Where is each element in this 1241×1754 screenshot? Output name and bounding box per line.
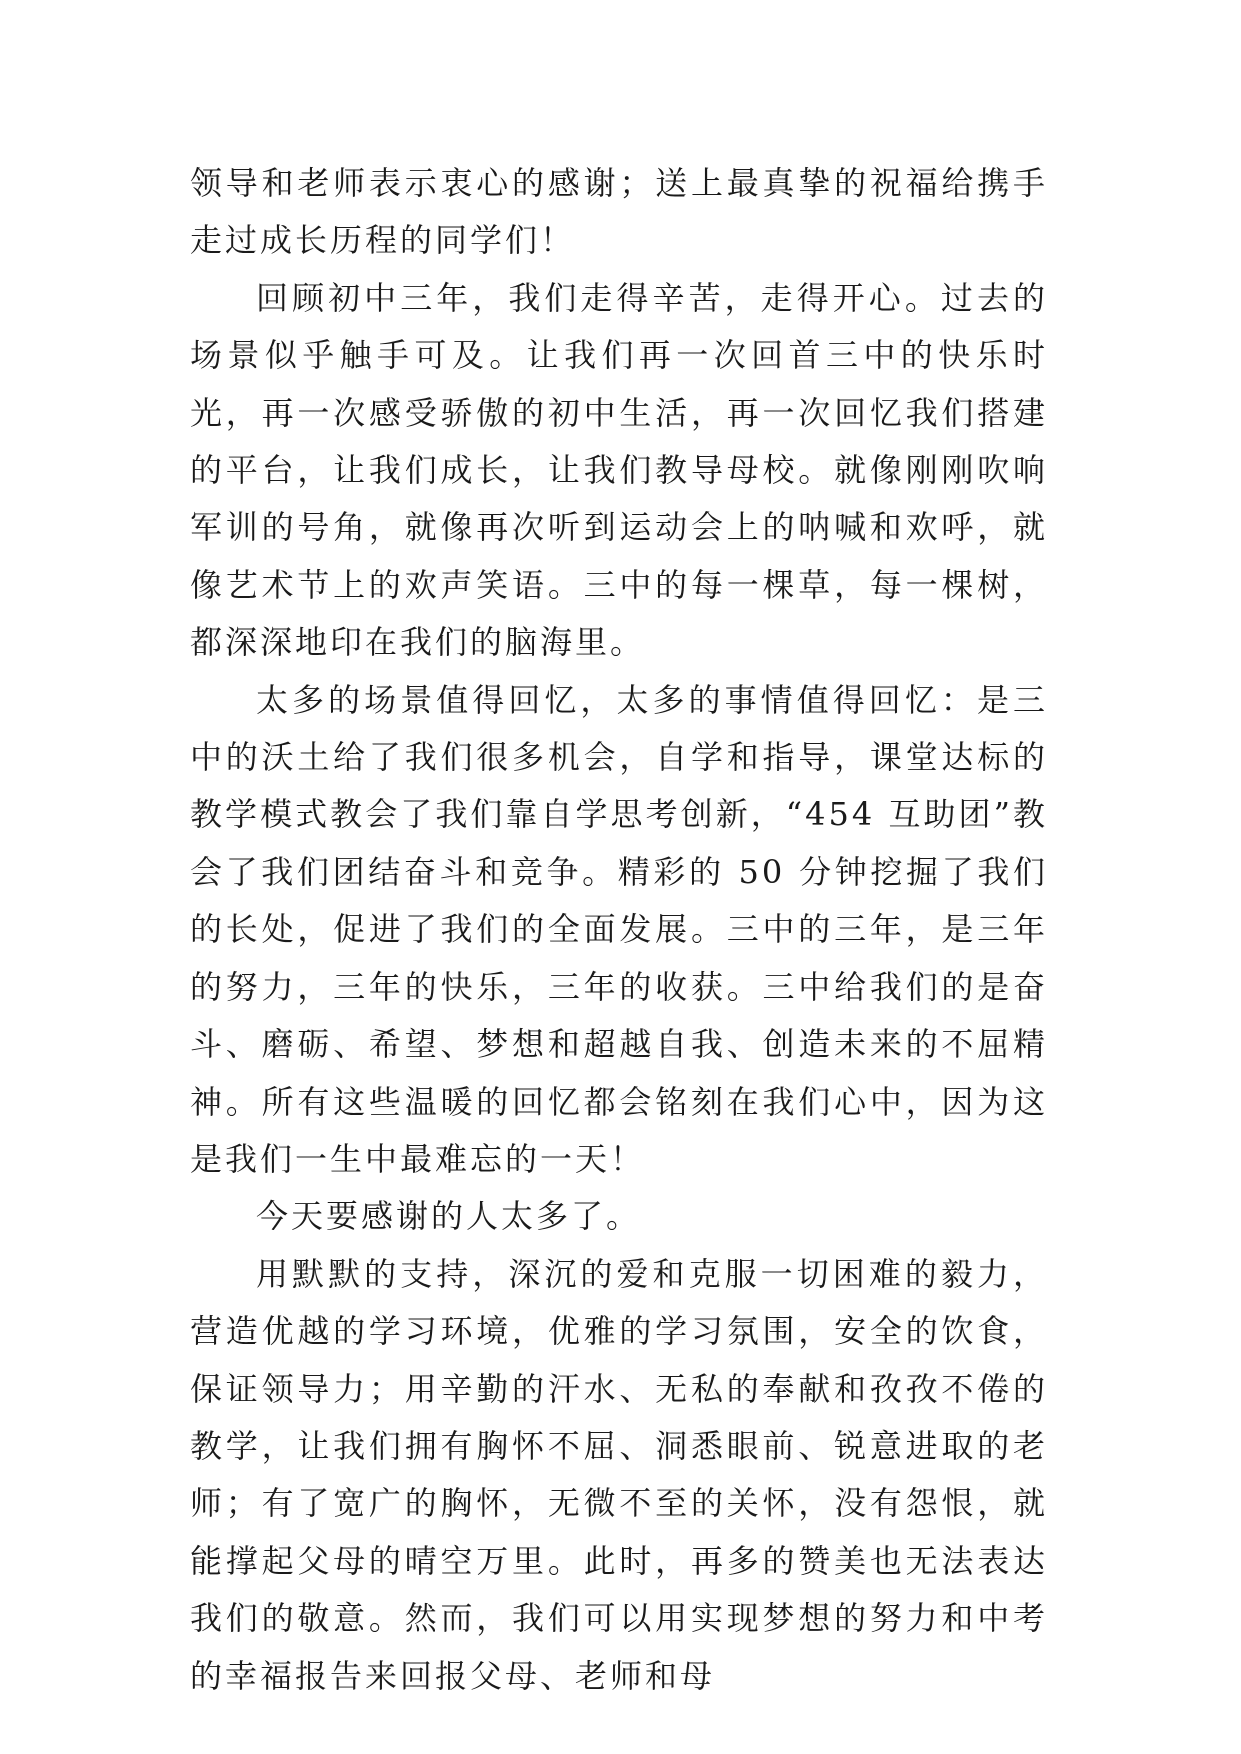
paragraph-gratitude: 用默默的支持，深沉的爱和克服一切困难的毅力，营造优越的学习环境，优雅的学习氛围，安全的饮食，保证领导力；用辛勤的汗水、无私的奉献和孜孜不倦的教学，让我们拥有胸怀不屈、洞悉眼前、锐意进取的老师；有了宽广的胸怀，无微不至的关怀，没有怨恨，就能撑起父母的晴空万里。此时，再多的赞美也无法表达我们的敬意。然而，我们可以用实现梦想的努力和中考的幸福报告来回报父母、老师和母 <box>190 1254 1048 1695</box>
paragraph-memories: 太多的场景值得回忆，太多的事情值得回忆：是三中的沃土给了我们很多机会，自学和指导，课堂达标的教学模式教会了我们靠自学思考创新，“454 互助团”教会了我们团结奋斗和竞争。精彩的 50 分钟挖掘了我们的长处，促进了我们的全面发展。三中的三年，是三年的努力，三年的快乐，三年的收获。三中给我们的是奋斗、磨砺、希望、梦想和超越自我、创造未来的不屈精神。所有这些温暖的回忆都会铭刻在我们心中，因为这是我们一生中最难忘的一天！ <box>190 680 1048 1178</box>
paragraph-thanks-intro: 今天要感谢的人太多了。 <box>256 1197 642 1236</box>
paragraph-review-three-years: 回顾初中三年，我们走得辛苦，走得开心。过去的场景似乎触手可及。让我们再一次回首三中的快乐时光，再一次感受骄傲的初中生活，再一次回忆我们搭建的平台，让我们成长，让我们教导母校。就像刚刚吹响军训的号角，就像再次听到运动会上的呐喊和欢呼，就像艺术节上的欢声笑语。三中的每一棵草，每一棵树，都深深地印在我们的脑海里。 <box>190 278 1048 662</box>
paragraph-continuation: 领导和老师表示衷心的感谢；送上最真挚的祝福给携手走过成长历程的同学们！ <box>190 164 1048 260</box>
document-body <box>190 155 1048 1705</box>
